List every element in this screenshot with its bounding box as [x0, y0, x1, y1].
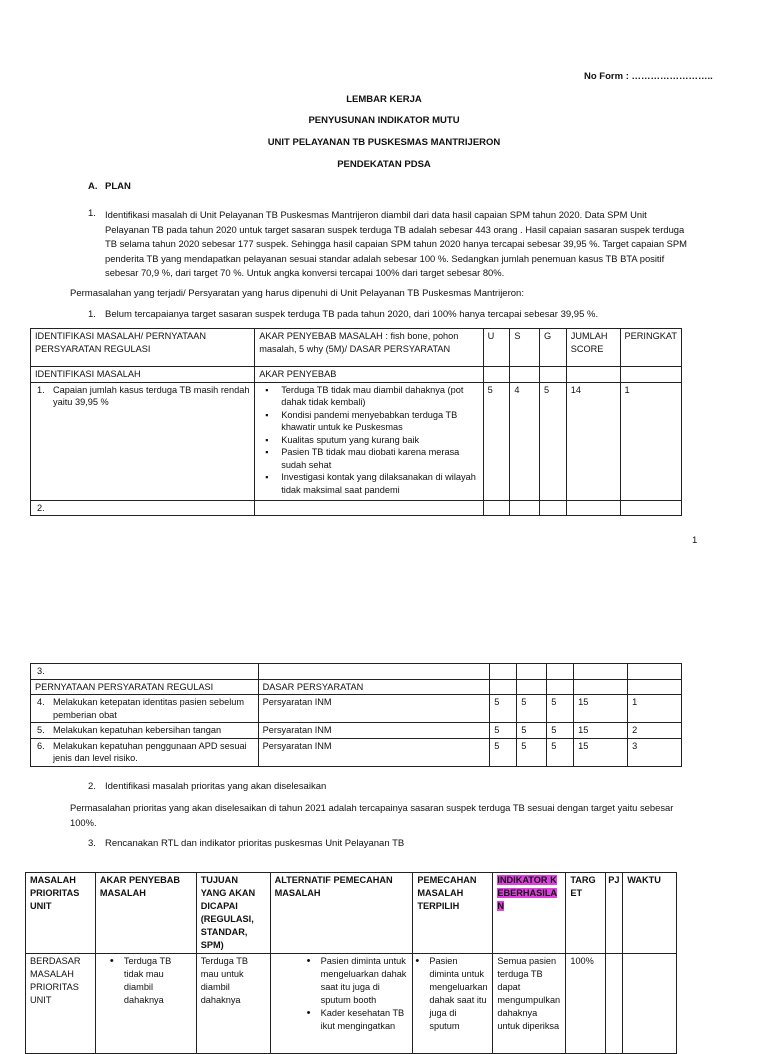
header-akar-penyebab: AKAR PENYEBAB MASALAH: [95, 873, 196, 954]
subheader-akar: AKAR PENYEBAB: [255, 367, 483, 383]
u-value: 5: [490, 738, 517, 766]
g-value: 5: [540, 382, 567, 500]
header-dasar: DASAR PERSYARATAN: [258, 679, 490, 695]
problem-identification-table: [30, 328, 682, 516]
item1-line: TB selama tahun 2020 sebesar 177 suspek. Sehingga hasil capaian SPM tahun 2020 hanya tercapai sebesar 39,95 %. Target capaian SPM: [105, 238, 687, 249]
causes-cell: [255, 382, 483, 500]
requirement-text: Melakukan ketepatan identitas pasien sebelum pemberian obat: [53, 697, 245, 720]
list-item: ▪ Pasien TB tidak mau diobati karena merasa sudah sehat: [281, 446, 478, 471]
score-value: 15: [574, 723, 628, 739]
list-item: • Kader kesehatan TB ikut mengingatkan: [321, 1007, 409, 1033]
rank-value: 2: [628, 723, 682, 739]
tujuan-cell: Terduga TB mau untuk diambil dahaknya: [196, 954, 270, 1054]
header-alternatif: ALTERNATIF PEMECAHAN MASALAH: [270, 873, 413, 954]
permasalahan-text: Permasalahan yang terjadi/ Persyaratan yang harus dipenuhi di Unit Pelayanan TB Puskesmas Mantrijeron:: [70, 288, 524, 299]
header-masalah-prioritas: MASALAH PRIORITAS UNIT: [26, 873, 96, 954]
header-indikator: INDIKATOR KEBERHASILAN: [497, 875, 558, 911]
title-penyusunan: PENYUSUNAN INDIKATOR MUTU: [308, 115, 460, 126]
rank-value: 1: [628, 695, 682, 723]
row-number: 3.: [31, 664, 259, 680]
item3-number: 3.: [88, 838, 96, 849]
title-lembar-kerja: LEMBAR KERJA: [346, 94, 422, 105]
s-value: 5: [517, 738, 547, 766]
table1-header-row: [31, 329, 682, 367]
sub1-number: 1.: [88, 309, 96, 320]
score-value: 15: [574, 738, 628, 766]
u-value: 5: [490, 723, 517, 739]
g-value: 5: [547, 723, 574, 739]
item2-text: Identifikasi masalah prioritas yang akan diselesaikan: [105, 781, 327, 792]
header-peringkat: PERINGKAT: [620, 329, 681, 367]
header-pemecahan-terpilih: PEMECAHAN MASALAH TERPILIH: [413, 873, 493, 954]
u-value: 5: [483, 382, 510, 500]
row-number: 4.: [37, 697, 45, 707]
score-value: 15: [574, 695, 628, 723]
s-value: 5: [517, 723, 547, 739]
indikator-cell: Semua pasien terduga TB dapat mengumpulkan dahaknya untuk diperiksa: [493, 954, 566, 1054]
dasar-value: Persyaratan INM: [258, 723, 490, 739]
table2-header-row: [31, 679, 682, 695]
section-a-marker: A.: [88, 181, 98, 192]
table-row: [31, 723, 682, 739]
target-cell: 100%: [566, 954, 606, 1054]
dasar-value: Persyaratan INM: [258, 738, 490, 766]
dasar-value: Persyaratan INM: [258, 695, 490, 723]
table3-header-row: [26, 873, 677, 954]
header-waktu: WAKTU: [623, 873, 677, 954]
prioritas-line: Permasalahan prioritas yang akan diselesaikan di tahun 2021 adalah tercapainya sasaran suspek terduga TB sesuai dengan target yaitu sebesar: [70, 802, 674, 813]
prioritas-paragraph: [70, 801, 710, 830]
prioritas-line: 100%.: [70, 816, 97, 828]
item2-number: 2.: [88, 781, 96, 792]
table-row: [31, 738, 682, 766]
requirement-text: Melakukan kepatuhan kebersihan tangan: [53, 725, 222, 735]
masalah-cell: BERDASAR MASALAH PRIORITAS UNIT: [26, 954, 96, 1054]
title-pendekatan: PENDEKATAN PDSA: [337, 159, 431, 170]
score-value: 14: [566, 382, 620, 500]
rank-value: 1: [620, 382, 681, 500]
form-number: No Form : ……………………..: [584, 71, 713, 82]
item3-text: Rencanakan RTL dan indikator prioritas puskesmas Unit Pelayanan TB: [105, 838, 405, 849]
s-value: 5: [517, 695, 547, 723]
header-akar-penyebab: AKAR PENYEBAB MASALAH : fish bone, pohon masalah, 5 why (5M)/ DASAR PERSYARATAN: [255, 329, 483, 367]
list-item: • Pasien diminta untuk mengeluarkan dahak saat itu juga di sputum: [429, 955, 488, 1033]
item1-paragraph: [105, 208, 705, 281]
sub1-text: Belum tercapaianya target sasaran suspek terduga TB pada tahun 2020, dari 100% hanya tercapai sebesar 39,95 %.: [105, 309, 599, 320]
header-pj: PJ: [606, 873, 623, 954]
rtl-indicator-table: [25, 872, 677, 1054]
item1-number: 1.: [88, 208, 96, 219]
header-s: S: [510, 329, 540, 367]
table-row: [31, 695, 682, 723]
row-number: 6.: [37, 740, 45, 751]
section-a-label: PLAN: [105, 181, 131, 192]
table1-subheader-row: [31, 367, 682, 383]
problem-cell: [31, 382, 255, 500]
subheader-identifikasi: IDENTIFIKASI MASALAH: [31, 367, 255, 383]
item1-line: Pelayanan TB pada tahun 2020 untuk target sasaran suspek terduga TB adalah sebesar 443 orang . Hasil capaian sasaran suspek terduga: [105, 223, 685, 235]
header-tujuan: TUJUAN YANG AKAN DICAPAI (REGULASI, STANDAR, SPM): [196, 873, 270, 954]
header-pernyataan: PERNYATAAN PERSYARATAN REGULASI: [31, 679, 259, 695]
s-value: 4: [510, 382, 540, 500]
item1-line: penderita TB yang mendapatkan pelayanan sesuai standar adalah sebesar 100 %. Sedangkan jumlah penemuan kasus TB BTA positif: [105, 252, 665, 264]
table-row: [31, 382, 682, 500]
list-item: ▪ Terduga TB tidak mau diambil dahaknya (pot dahak tidak kembali): [281, 384, 478, 409]
list-item: • Terduga TB tidak mau diambil dahaknya: [124, 955, 192, 1007]
problem-text: Capaian jumlah kasus terduga TB masih rendah yaitu 39,95 %: [53, 384, 250, 407]
requirement-text: Melakukan kepatuhan penggunaan APD sesuai jenis dan level risiko.: [53, 740, 247, 763]
table-row: [31, 500, 682, 516]
page-number: 1: [692, 535, 698, 546]
g-value: 5: [547, 695, 574, 723]
regulation-table: [30, 663, 682, 767]
list-item: • Pasien diminta untuk mengeluarkan dahak saat itu juga di sputum booth: [321, 955, 409, 1007]
header-g: G: [540, 329, 567, 367]
row-number: 1.: [37, 384, 45, 395]
header-jumlah-score: JUMLAH SCORE: [566, 329, 620, 367]
u-value: 5: [490, 695, 517, 723]
row-number: 5.: [37, 725, 45, 735]
item1-line: sebesar 70,9 %, dari target 70 %. Untuk angka konversi tercapai 100% dari target sebesar 80%.: [105, 267, 505, 278]
header-target: TARGET: [566, 873, 606, 954]
list-item: ▪ Kondisi pandemi menyebabkan terduga TB khawatir untuk ke Puskesmas: [281, 409, 478, 434]
header-u: U: [483, 329, 510, 367]
causes-list: [259, 384, 478, 497]
list-item: ▪ Kualitas sputum yang kurang baik: [281, 434, 478, 447]
title-unit: UNIT PELAYANAN TB PUSKESMAS MANTRIJERON: [267, 137, 501, 148]
header-identifikasi: IDENTIFIKASI MASALAH/ PERNYATAAN PERSYARATAN REGULASI: [31, 329, 255, 367]
row-number: 2.: [31, 500, 255, 516]
g-value: 5: [547, 738, 574, 766]
item1-line: Identifikasi masalah di Unit Pelayanan TB Puskesmas Mantrijeron diambil dari data hasil capaian SPM tahun 2020. Data SPM Unit: [105, 209, 647, 220]
table-row: [26, 954, 677, 1054]
rank-value: 3: [628, 738, 682, 766]
list-item: ▪ Investigasi kontak yang dilaksanakan di wilayah tidak maksimal saat pandemi: [281, 471, 478, 496]
table-row: [31, 664, 682, 680]
